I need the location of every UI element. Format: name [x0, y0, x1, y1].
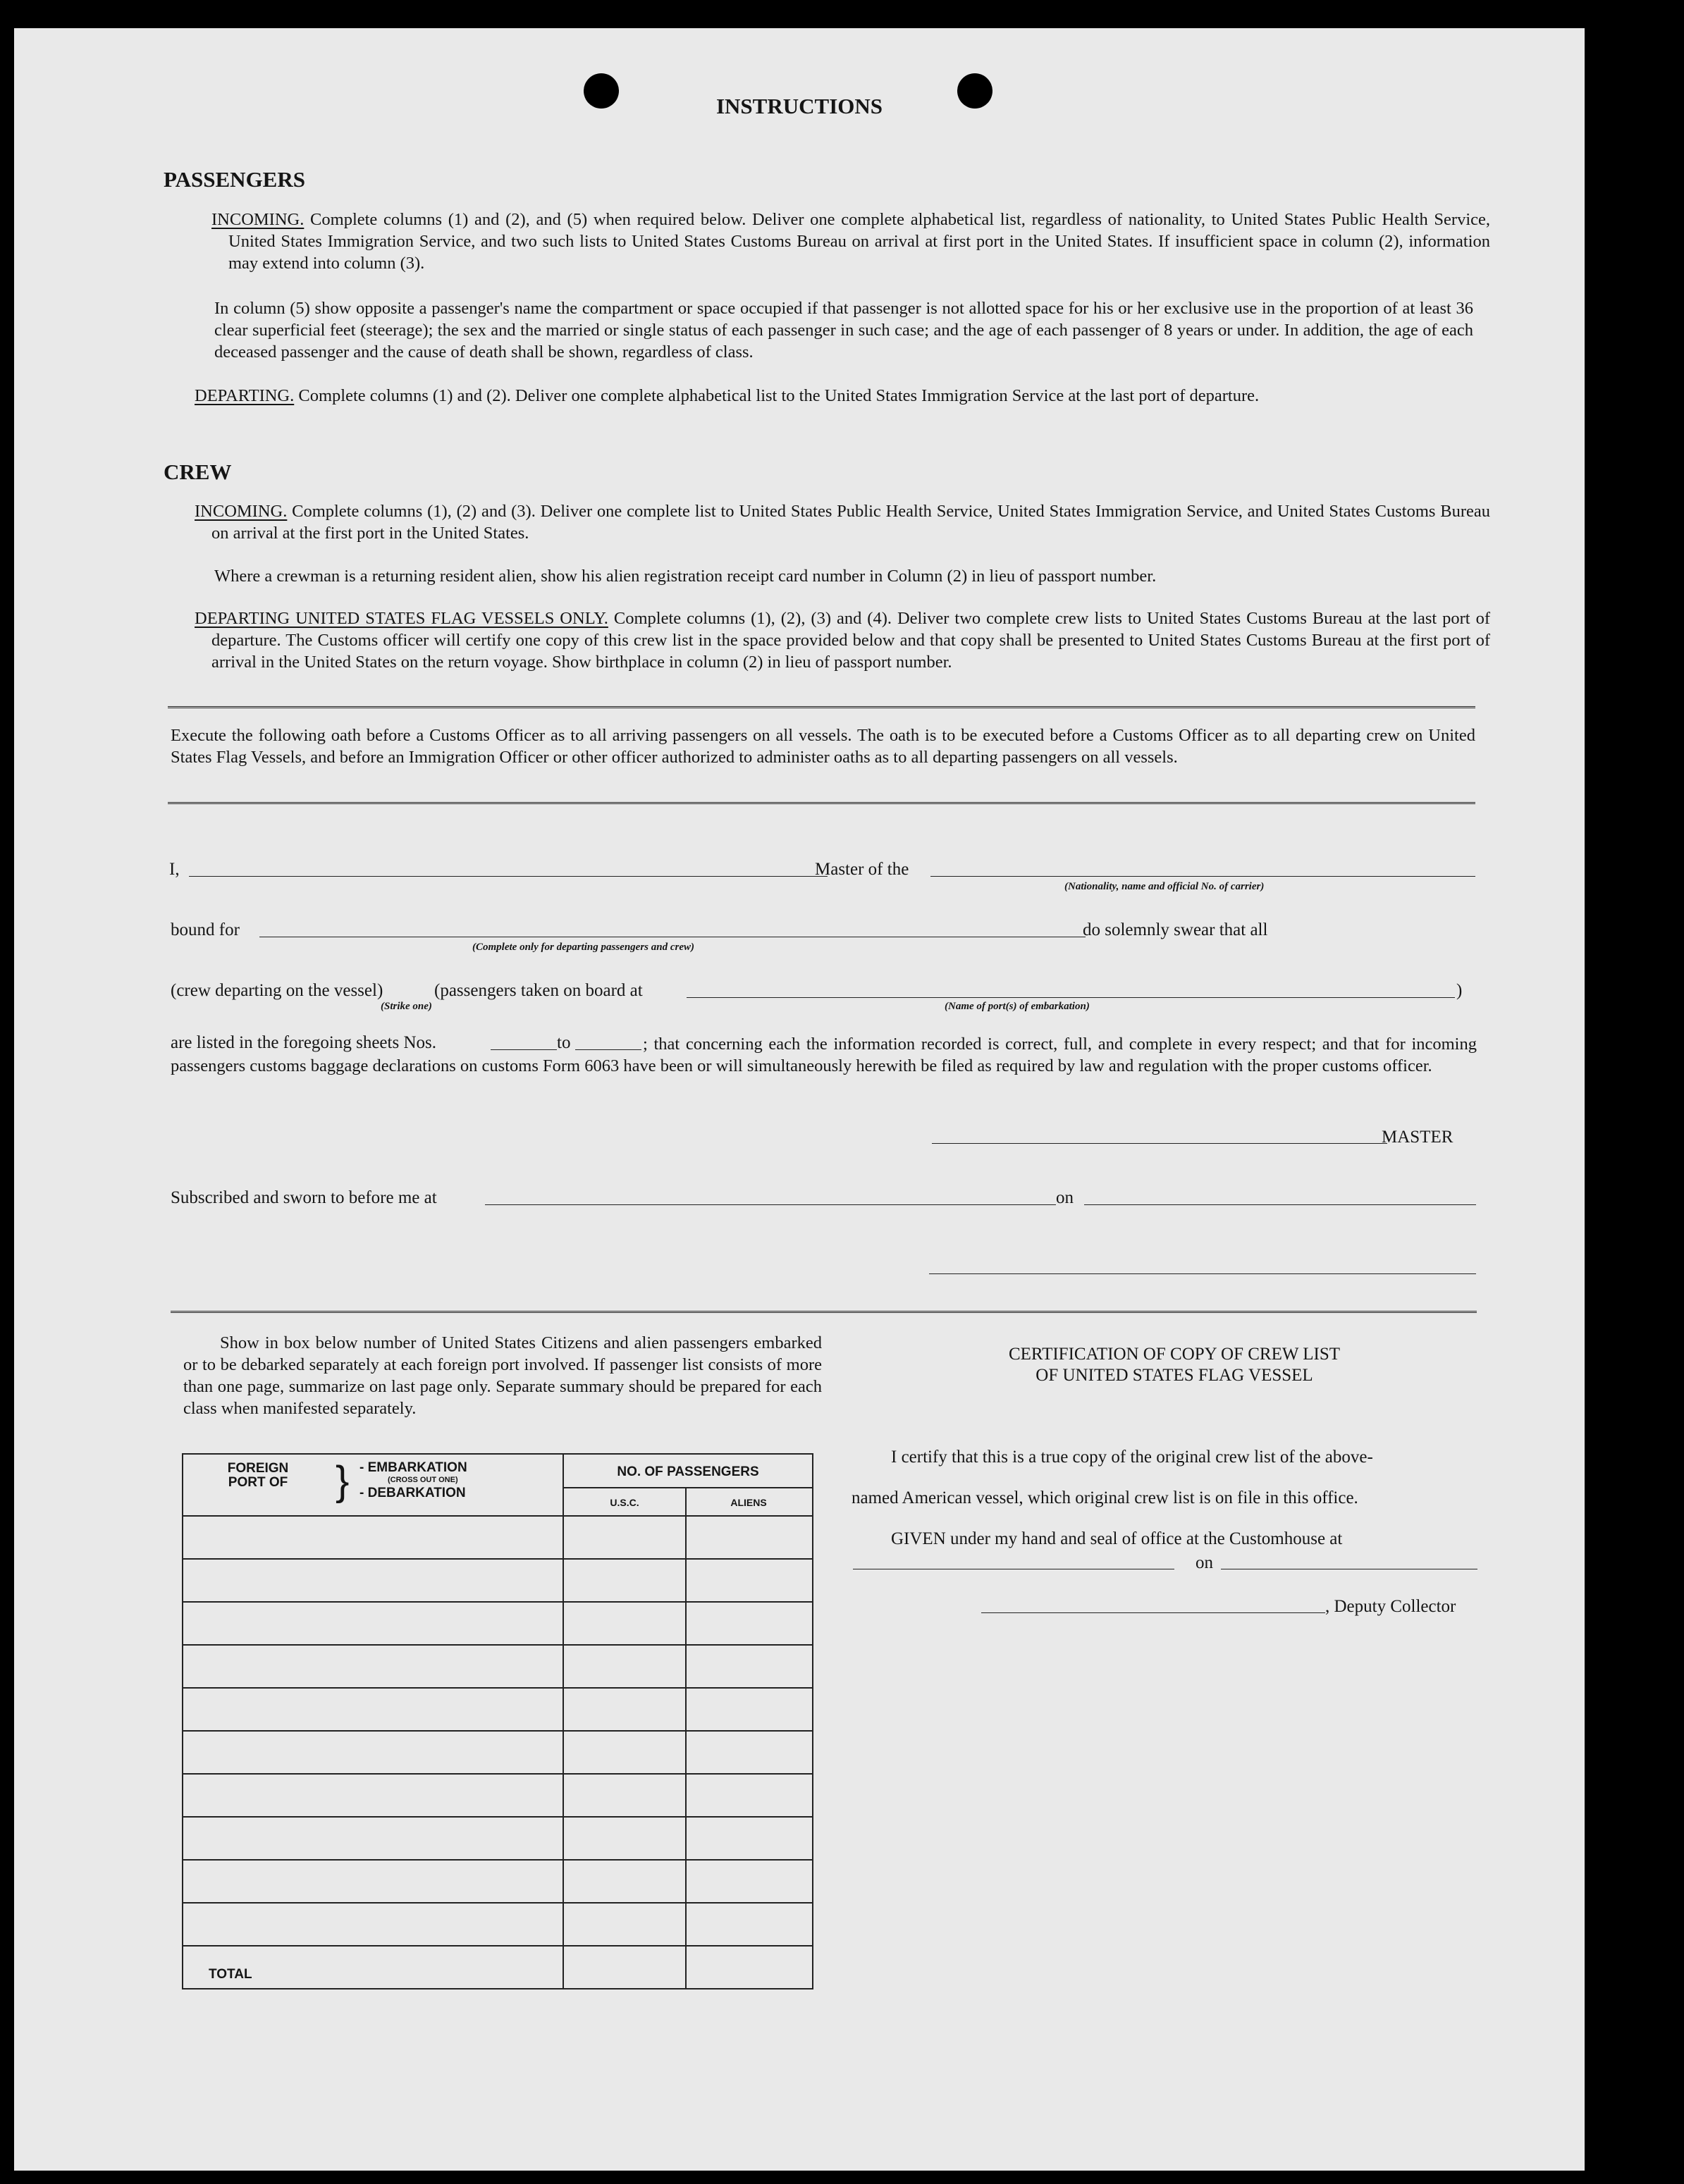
aliens-cell[interactable] [686, 1817, 813, 1860]
usc-cell[interactable] [563, 1860, 686, 1903]
bound-for-label: bound for [171, 920, 240, 939]
usc-cell[interactable] [563, 1817, 686, 1860]
column5-paragraph: In column (5) show opposite a passenger's name the compartment or space occupied if that passenger is not allotted space for his or her exclusive use in the proportion of at least 36 clear superficial feet (steerage); the sex and the married or single status of each passenger in such case; and the age of each passenger of 8 years or under. In addition, the age of each deceased passenger and the cause of death shall be shown, regardless of class. [214, 299, 1473, 362]
sworn-on-label: on [1056, 1188, 1074, 1207]
port-cell[interactable] [183, 1774, 563, 1817]
divider-3 [171, 1311, 1477, 1315]
table-row [183, 1645, 813, 1688]
vessel-field[interactable] [930, 876, 1475, 877]
oath-i-label: I, [169, 860, 180, 879]
officer-signature-field[interactable] [929, 1273, 1476, 1274]
usc-divider [685, 1487, 687, 1515]
port-cell[interactable] [183, 1731, 563, 1774]
ports-field[interactable] [687, 997, 1455, 998]
ports-note: (Name of port(s) of embarkation) [945, 1001, 1090, 1012]
summary-instruction: Show in box below number of United States Citizens and alien passengers embarked or to be debarked separately at each foreign port involved. If passenger list consists of more than one page, summarize on last page only. Separate summary should be prepared for each class when manifested separately. [183, 1333, 822, 1418]
usc-cell[interactable] [563, 1731, 686, 1774]
certify-on-label: on [1196, 1553, 1213, 1572]
usc-cell[interactable] [563, 1688, 686, 1731]
table-row [183, 1903, 813, 1946]
port-cell[interactable] [183, 1645, 563, 1688]
total-label-cell [183, 1946, 563, 1989]
master-of-label: Master of the [815, 860, 909, 879]
certify-line-3: GIVEN under my hand and seal of office at the Customhouse at [891, 1529, 1343, 1548]
usc-cell[interactable] [563, 1645, 686, 1688]
page-title: INSTRUCTIONS [715, 94, 883, 118]
usc-cell[interactable] [563, 1559, 686, 1602]
sheets-nos-label: are listed in the foregoing sheets Nos. [171, 1033, 436, 1052]
certification-title-1: CERTIFICATION OF COPY OF CREW LIST [1008, 1345, 1341, 1364]
swear-label: do solemnly swear that all [1083, 920, 1268, 939]
aliens-header: ALIENS [730, 1497, 767, 1508]
passengers-taken-option[interactable]: (passengers taken on board at [434, 981, 643, 1000]
certification-title-2: OF UNITED STATES FLAG VESSEL [1035, 1366, 1313, 1385]
aliens-cell[interactable] [686, 1860, 813, 1903]
crew-departing-option[interactable]: (crew departing on the vessel) [171, 981, 383, 1000]
aliens-cell[interactable] [686, 1774, 813, 1817]
aliens-cell[interactable] [686, 1688, 813, 1731]
embarkation-header: - EMBARKATION [359, 1460, 467, 1475]
crew-heading: CREW [164, 459, 232, 484]
divider-1 [168, 706, 1475, 710]
certify-line-2: named American vessel, which original crew list is on file in this office. [852, 1488, 1358, 1507]
certify-line-1: I certify that this is a true copy of the original crew list of the above- [891, 1448, 1373, 1467]
crew-departing-paragraph [195, 607, 1490, 673]
complete-only-note: (Complete only for departing passengers and crew) [472, 942, 694, 953]
crew-departing-label: DEPARTING UNITED STATES FLAG VESSELS ONLY. [195, 609, 608, 628]
foreign-port-header: FOREIGN PORT OF [227, 1461, 289, 1490]
divider-2 [168, 802, 1475, 806]
aliens-cell[interactable] [686, 1602, 813, 1645]
port-cell[interactable] [183, 1817, 563, 1860]
passengers-departing-paragraph [195, 385, 1490, 407]
sworn-place-field[interactable] [485, 1204, 1056, 1205]
nationality-note: (Nationality, name and official No. of carrier) [1064, 881, 1265, 892]
table-row [183, 1688, 813, 1731]
total-row [183, 1946, 813, 1989]
table-row [183, 1602, 813, 1645]
deputy-collector-signature-field[interactable] [981, 1612, 1325, 1613]
crew-incoming-paragraph [195, 500, 1490, 544]
deputy-collector-label: , Deputy Collector [1325, 1597, 1456, 1616]
table-row [183, 1774, 813, 1817]
total-usc-cell[interactable] [563, 1946, 686, 1989]
aliens-cell[interactable] [686, 1731, 813, 1774]
resident-alien-paragraph: Where a crewman is a returning resident alien, show his alien registration receipt card number in Column (2) in lieu of passport number. [214, 567, 1157, 586]
table-row [183, 1860, 813, 1903]
table-row [183, 1559, 813, 1602]
usc-cell[interactable] [563, 1516, 686, 1559]
to-label: to [557, 1033, 571, 1052]
master-signature-field[interactable] [932, 1143, 1387, 1144]
aliens-cell[interactable] [686, 1516, 813, 1559]
passengers-heading: PASSENGERS [164, 167, 305, 192]
usc-header: U.S.C. [610, 1497, 639, 1508]
crew-incoming-label: INCOMING. [195, 502, 288, 521]
passengers-incoming-paragraph [211, 209, 1490, 274]
passengers-header-cell [563, 1454, 813, 1516]
passengers-incoming-label: INCOMING. [211, 210, 305, 229]
no-passengers-header: NO. OF PASSENGERS [617, 1464, 759, 1479]
brace-glyph: } [336, 1458, 350, 1504]
cross-out-note: (CROSS OUT ONE) [388, 1476, 458, 1484]
sworn-date-field[interactable] [1084, 1204, 1476, 1205]
aliens-cell[interactable] [686, 1903, 813, 1946]
port-cell[interactable] [183, 1516, 563, 1559]
table-row [183, 1731, 813, 1774]
passenger-summary-table [182, 1453, 813, 1989]
strike-one-note: (Strike one) [381, 1001, 432, 1012]
port-cell[interactable] [183, 1559, 563, 1602]
master-label: MASTER [1382, 1128, 1453, 1147]
oath-instruction: Execute the following oath before a Customs Officer as to all arriving passengers on all vessels. The oath is to be executed before a Customs Officer as to all departing crew on United States Flag Vessels, and before an Immigration Officer or other officer authorized to administer oaths as to all departing passengers on all vessels. [171, 726, 1475, 767]
passengers-departing-text: Complete columns (1) and (2). Deliver one complete alphabetical list to the United States Immigration Service at the last port of departure. [298, 386, 1260, 405]
port-cell[interactable] [183, 1903, 563, 1946]
port-cell[interactable] [183, 1860, 563, 1903]
total-label: TOTAL [209, 1967, 252, 1982]
usc-cell[interactable] [563, 1602, 686, 1645]
port-header-cell [183, 1454, 563, 1516]
table-row [183, 1516, 813, 1559]
debarkation-header: - DEBARKATION [359, 1486, 466, 1500]
port-cell[interactable] [183, 1602, 563, 1645]
passengers-incoming-text: Complete columns (1) and (2), and (5) when required below. Deliver one complete alphabetical list, regardless of nationality, to United States Public Health Service, United States Immigration Service, and two such lists to United States Customs Bureau on arrival at first port in the United States. If insufficient space in column (2), information may extend into column (3). [228, 210, 1491, 273]
crew-incoming-text: Complete columns (1), (2) and (3). Deliver one complete list to United States Public Health Service, United States Immigration Service, and United States Customs Bureau on arrival at the first port in the United States. [211, 502, 1490, 543]
usc-cell[interactable] [563, 1903, 686, 1946]
oath-declaration-text: ; that concerning each the information recorded is correct, full, and complete in every respect; and that for incoming passengers customs baggage declarations on customs Form 6063 have been or will simultaneously herewith be filed as required by law and regulation with the proper customs officer. [171, 1035, 1477, 1075]
total-aliens-cell[interactable] [686, 1946, 813, 1989]
form-sheet [14, 28, 1585, 2171]
oath-declaration [171, 1033, 1477, 1077]
aliens-cell[interactable] [686, 1559, 813, 1602]
port-cell[interactable] [183, 1688, 563, 1731]
master-name-field[interactable] [189, 876, 828, 877]
crew-departing-text: Complete columns (1), (2), (3) and (4). Deliver two complete crew lists to United States Customs Bureau at the last port of departure. The Customs officer will certify one copy of this crew list in the space provided below and that copy shall be presented to United States Customs Bureau at the first port of arrival in the United States on the return voyage. Show birthplace in column (2) in lieu of passport number. [211, 609, 1490, 672]
table-row [183, 1817, 813, 1860]
header-mid-rule [564, 1487, 812, 1488]
aliens-cell[interactable] [686, 1645, 813, 1688]
subscribed-label: Subscribed and sworn to before me at [171, 1188, 437, 1207]
passengers-departing-label: DEPARTING. [195, 386, 295, 405]
close-paren: ) [1456, 981, 1463, 1000]
usc-cell[interactable] [563, 1774, 686, 1817]
